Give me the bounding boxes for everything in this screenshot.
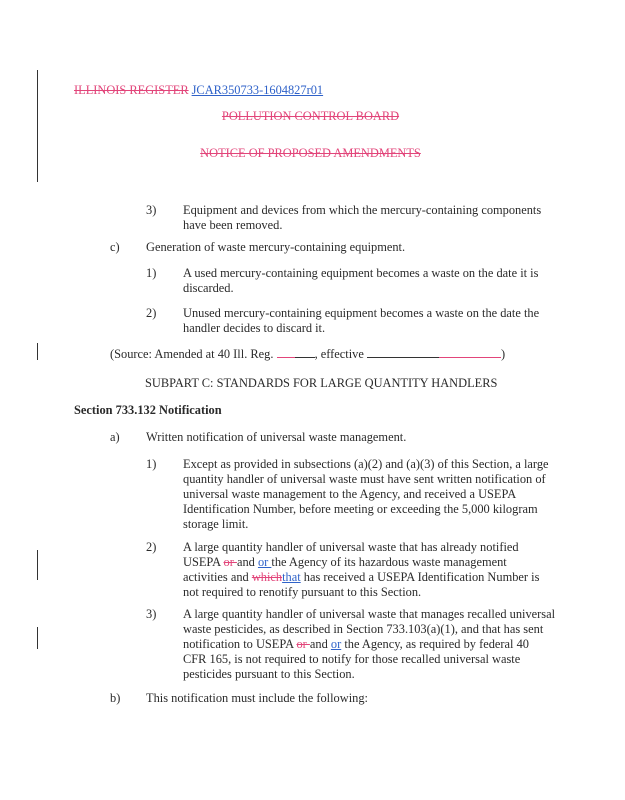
subsection-letter: c) <box>110 240 120 254</box>
register-deleted: ILLINOIS REGISTER <box>74 83 189 97</box>
item-text: Unused mercury-containing equipment becomes a waste on the date the handler decides to discard it. <box>183 306 540 335</box>
subsection-heading: Generation of waste mercury-containing equipment. <box>146 240 406 254</box>
register-header <box>74 83 323 98</box>
subsection-heading: This notification must include the following: <box>146 691 368 705</box>
item-text: Except as provided in subsections (a)(2) and (a)(3) of this Section, a large quantity handler of universal waste must have sent written notification of universal waste management to the Agency, and received a USEPA Identification Number, before meeting or exceeding the 5,000 kilogram storage limit. <box>183 457 549 531</box>
inserted-text: that <box>282 570 301 584</box>
change-bar <box>37 627 38 649</box>
deleted-text: or <box>296 637 310 651</box>
change-bar <box>37 550 38 580</box>
deleted-text: which <box>251 570 283 584</box>
item-number: 3) <box>146 203 157 217</box>
change-bar <box>37 70 38 182</box>
register-inserted: JCAR350733-1604827r01 <box>191 83 324 97</box>
item-number: 1) <box>146 266 157 280</box>
inserted-text: or <box>330 637 342 651</box>
item-text: Equipment and devices from which the mercury-containing components have been removed. <box>183 203 542 232</box>
effective-blank <box>367 347 439 358</box>
item-number: 3) <box>146 607 157 621</box>
subsection-letter: a) <box>110 430 120 444</box>
notice-title: NOTICE OF PROPOSED AMENDMENTS <box>200 146 421 160</box>
item-text: A used mercury-containing equipment becomes a waste on the date it is discarded. <box>183 266 539 295</box>
source-note: (Source: Amended at 40 Ill. Reg. , effective ) <box>110 347 506 361</box>
inserted-text: or <box>257 555 272 569</box>
subsection-heading: Written notification of universal waste management. <box>146 430 407 444</box>
register-blank <box>277 347 295 358</box>
board-title: POLLUTION CONTROL BOARD <box>221 109 400 123</box>
item-number: 2) <box>146 540 157 554</box>
subpart-heading: SUBPART C: STANDARDS FOR LARGE QUANTITY HANDLERS <box>145 376 498 390</box>
item-text: A large quantity handler of universal waste that has already notified USEPA or and or the Agency of its hazardous waste management activities and whichthat has received a USEPA Identification Number is not required to renotify pursuant to this Section. <box>183 540 540 599</box>
deleted-text: or <box>223 555 237 569</box>
item-number: 2) <box>146 306 157 320</box>
subsection-letter: b) <box>110 691 121 705</box>
item-text: A large quantity handler of universal waste that manages recalled universal waste pesticides, as described in Section 733.103(a)(1), and that has sent notification to USEPA or and or the Agency, as required by federal 40 CFR 165, is not required to notify for those recalled universal waste pesticides pursuant to this Section. <box>183 607 556 681</box>
item-number: 1) <box>146 457 157 471</box>
change-bar <box>37 343 38 360</box>
section-heading: Section 733.132 Notification <box>74 403 222 417</box>
